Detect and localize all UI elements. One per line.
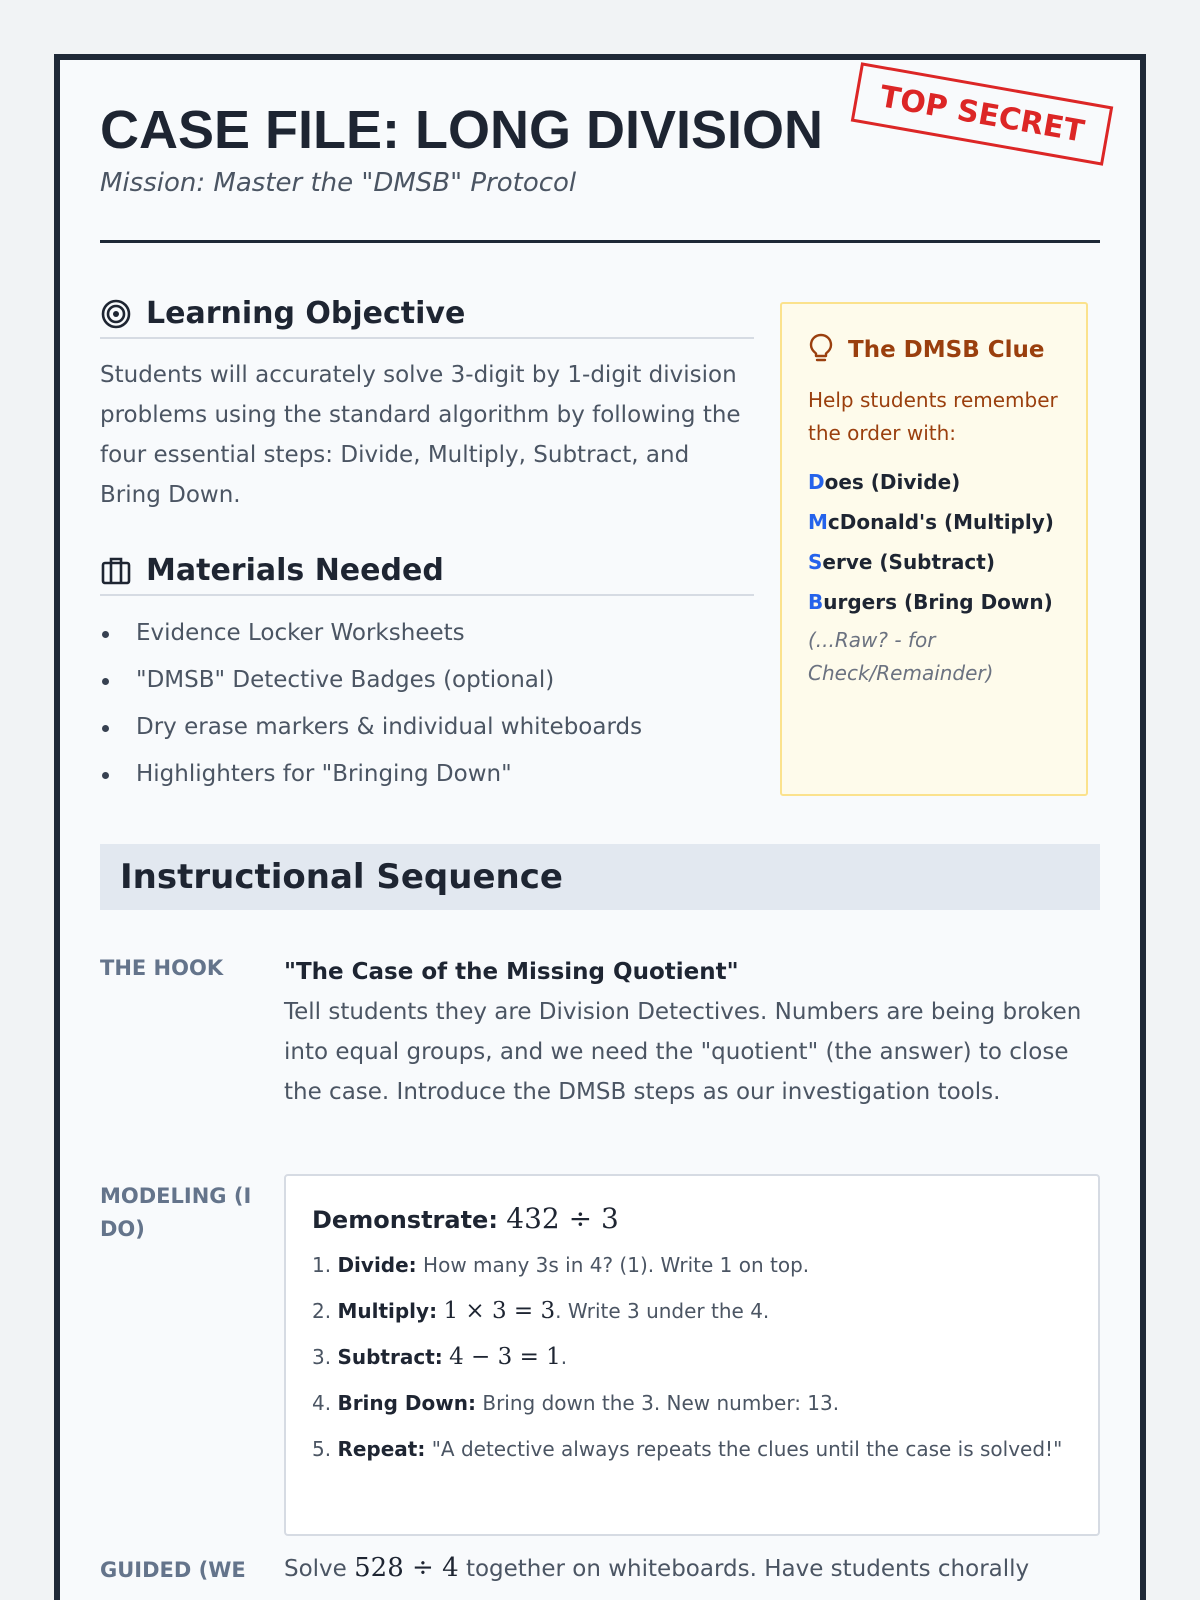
left-column [100,296,754,798]
page-subtitle: Mission: Master the "DMSB" Protocol [100,168,577,198]
mnemonic-letter: B [808,590,824,614]
step-text: "A detective always repeats the clues until the case is solved!" [431,1437,1063,1461]
guided-text [284,1548,1100,1589]
list-item [808,462,1060,502]
step-number: 1. [312,1253,332,1277]
list-item [808,582,1060,622]
guided-expression: 528 ÷ 4 [354,1553,459,1583]
guided-text-pre: Solve [284,1556,347,1582]
step-item [312,1433,1072,1466]
step-item [312,1249,1072,1282]
list-item [808,542,1060,582]
clue-list [808,462,1060,622]
step-text: . Write 3 under the 4. [555,1299,770,1323]
clue-heading [808,332,1060,368]
header-divider [100,240,1100,243]
objective-text: Students will accurately solve 3-digit by 1-digit division problems using the standard algorithm by following the four essential steps: Divide, Multiply, Subtract, and Bring Down. [100,362,741,508]
clue-note: (...Raw? - for Check/Remainder) [808,628,994,685]
step-item [312,1387,1072,1420]
mnemonic-letter: M [808,510,828,534]
mnemonic-word: urgers (Bring Down) [823,590,1053,614]
step-text: How many 3s in 4? (1). Write 1 on top. [423,1253,810,1277]
step-name: Multiply: [337,1299,438,1323]
top-secret-stamp: TOP SECRET [851,62,1114,166]
demo-label: Demonstrate: [312,1206,498,1234]
modeling-label: MODELING (I DO) [100,1184,252,1241]
list-item: "DMSB" Detective Badges (optional) [100,657,754,704]
mnemonic-letter: D [808,470,825,494]
guided-body [284,1548,1100,1589]
step-name: Repeat: [337,1437,426,1461]
lightbulb-icon [808,332,834,368]
step-text: Bring down the 3. New number: 13. [482,1391,840,1415]
demonstration-box [284,1174,1100,1536]
step-number: 5. [312,1437,332,1461]
step-item [312,1341,1072,1374]
materials-heading-text: Materials Needed [146,553,444,588]
materials-list [100,610,754,798]
hook-text: Tell students they are Division Detectives. Numbers are being broken into equal groups, and we need the "quotient" (the answer) to close the case. Introduce the DMSB steps as our investigation tools. [284,999,1082,1105]
demo-expression: 432 ÷ 3 [506,1202,619,1235]
step-name: Subtract: [337,1345,443,1369]
mnemonic-word: erve (Subtract) [822,550,995,574]
target-icon [100,298,132,330]
materials-heading [100,553,754,596]
guided-text-post: together on whiteboards. Have students chorally [465,1556,1030,1582]
step-text: . [560,1345,568,1369]
list-item: Dry erase markers & individual whiteboards [100,704,754,751]
modeling-body [284,1174,1100,1536]
step-number: 2. [312,1299,332,1323]
mnemonic-word: cDonald's (Multiply) [827,510,1054,534]
step-number: 3. [312,1345,332,1369]
objective-heading [100,296,754,339]
demo-title [312,1202,1072,1235]
briefcase-icon [100,555,132,587]
objective-heading-text: Learning Objective [146,296,466,331]
step-name: Bring Down: [337,1391,476,1415]
clue-intro: Help students remember the order with: [808,388,1058,445]
step-math: 1 × 3 = 3 [443,1298,556,1324]
steps-list [312,1249,1072,1466]
hook-body [284,952,1100,1112]
hook-label: THE HOOK [100,956,224,980]
guided-label: GUIDED (WE [100,1558,246,1582]
page-title: CASE FILE: LONG DIVISION [100,100,824,160]
hook-title: "The Case of the Missing Quotient" [284,959,739,985]
step-name: Divide: [337,1253,417,1277]
sequence-heading: Instructional Sequence [120,857,563,897]
sequence-banner [100,844,1100,910]
clue-heading-text: The DMSB Clue [848,337,1045,363]
step-number: 4. [312,1391,332,1415]
list-item: Evidence Locker Worksheets [100,610,754,657]
list-item [808,502,1060,542]
list-item: Highlighters for "Bringing Down" [100,751,754,798]
step-math: 4 − 3 = 1 [449,1344,561,1370]
mnemonic-word: oes (Divide) [824,470,961,494]
lesson-plan-page [54,54,1146,1600]
dmsb-clue-box [780,302,1088,796]
mnemonic-letter: S [808,550,823,574]
step-item [312,1295,1072,1328]
